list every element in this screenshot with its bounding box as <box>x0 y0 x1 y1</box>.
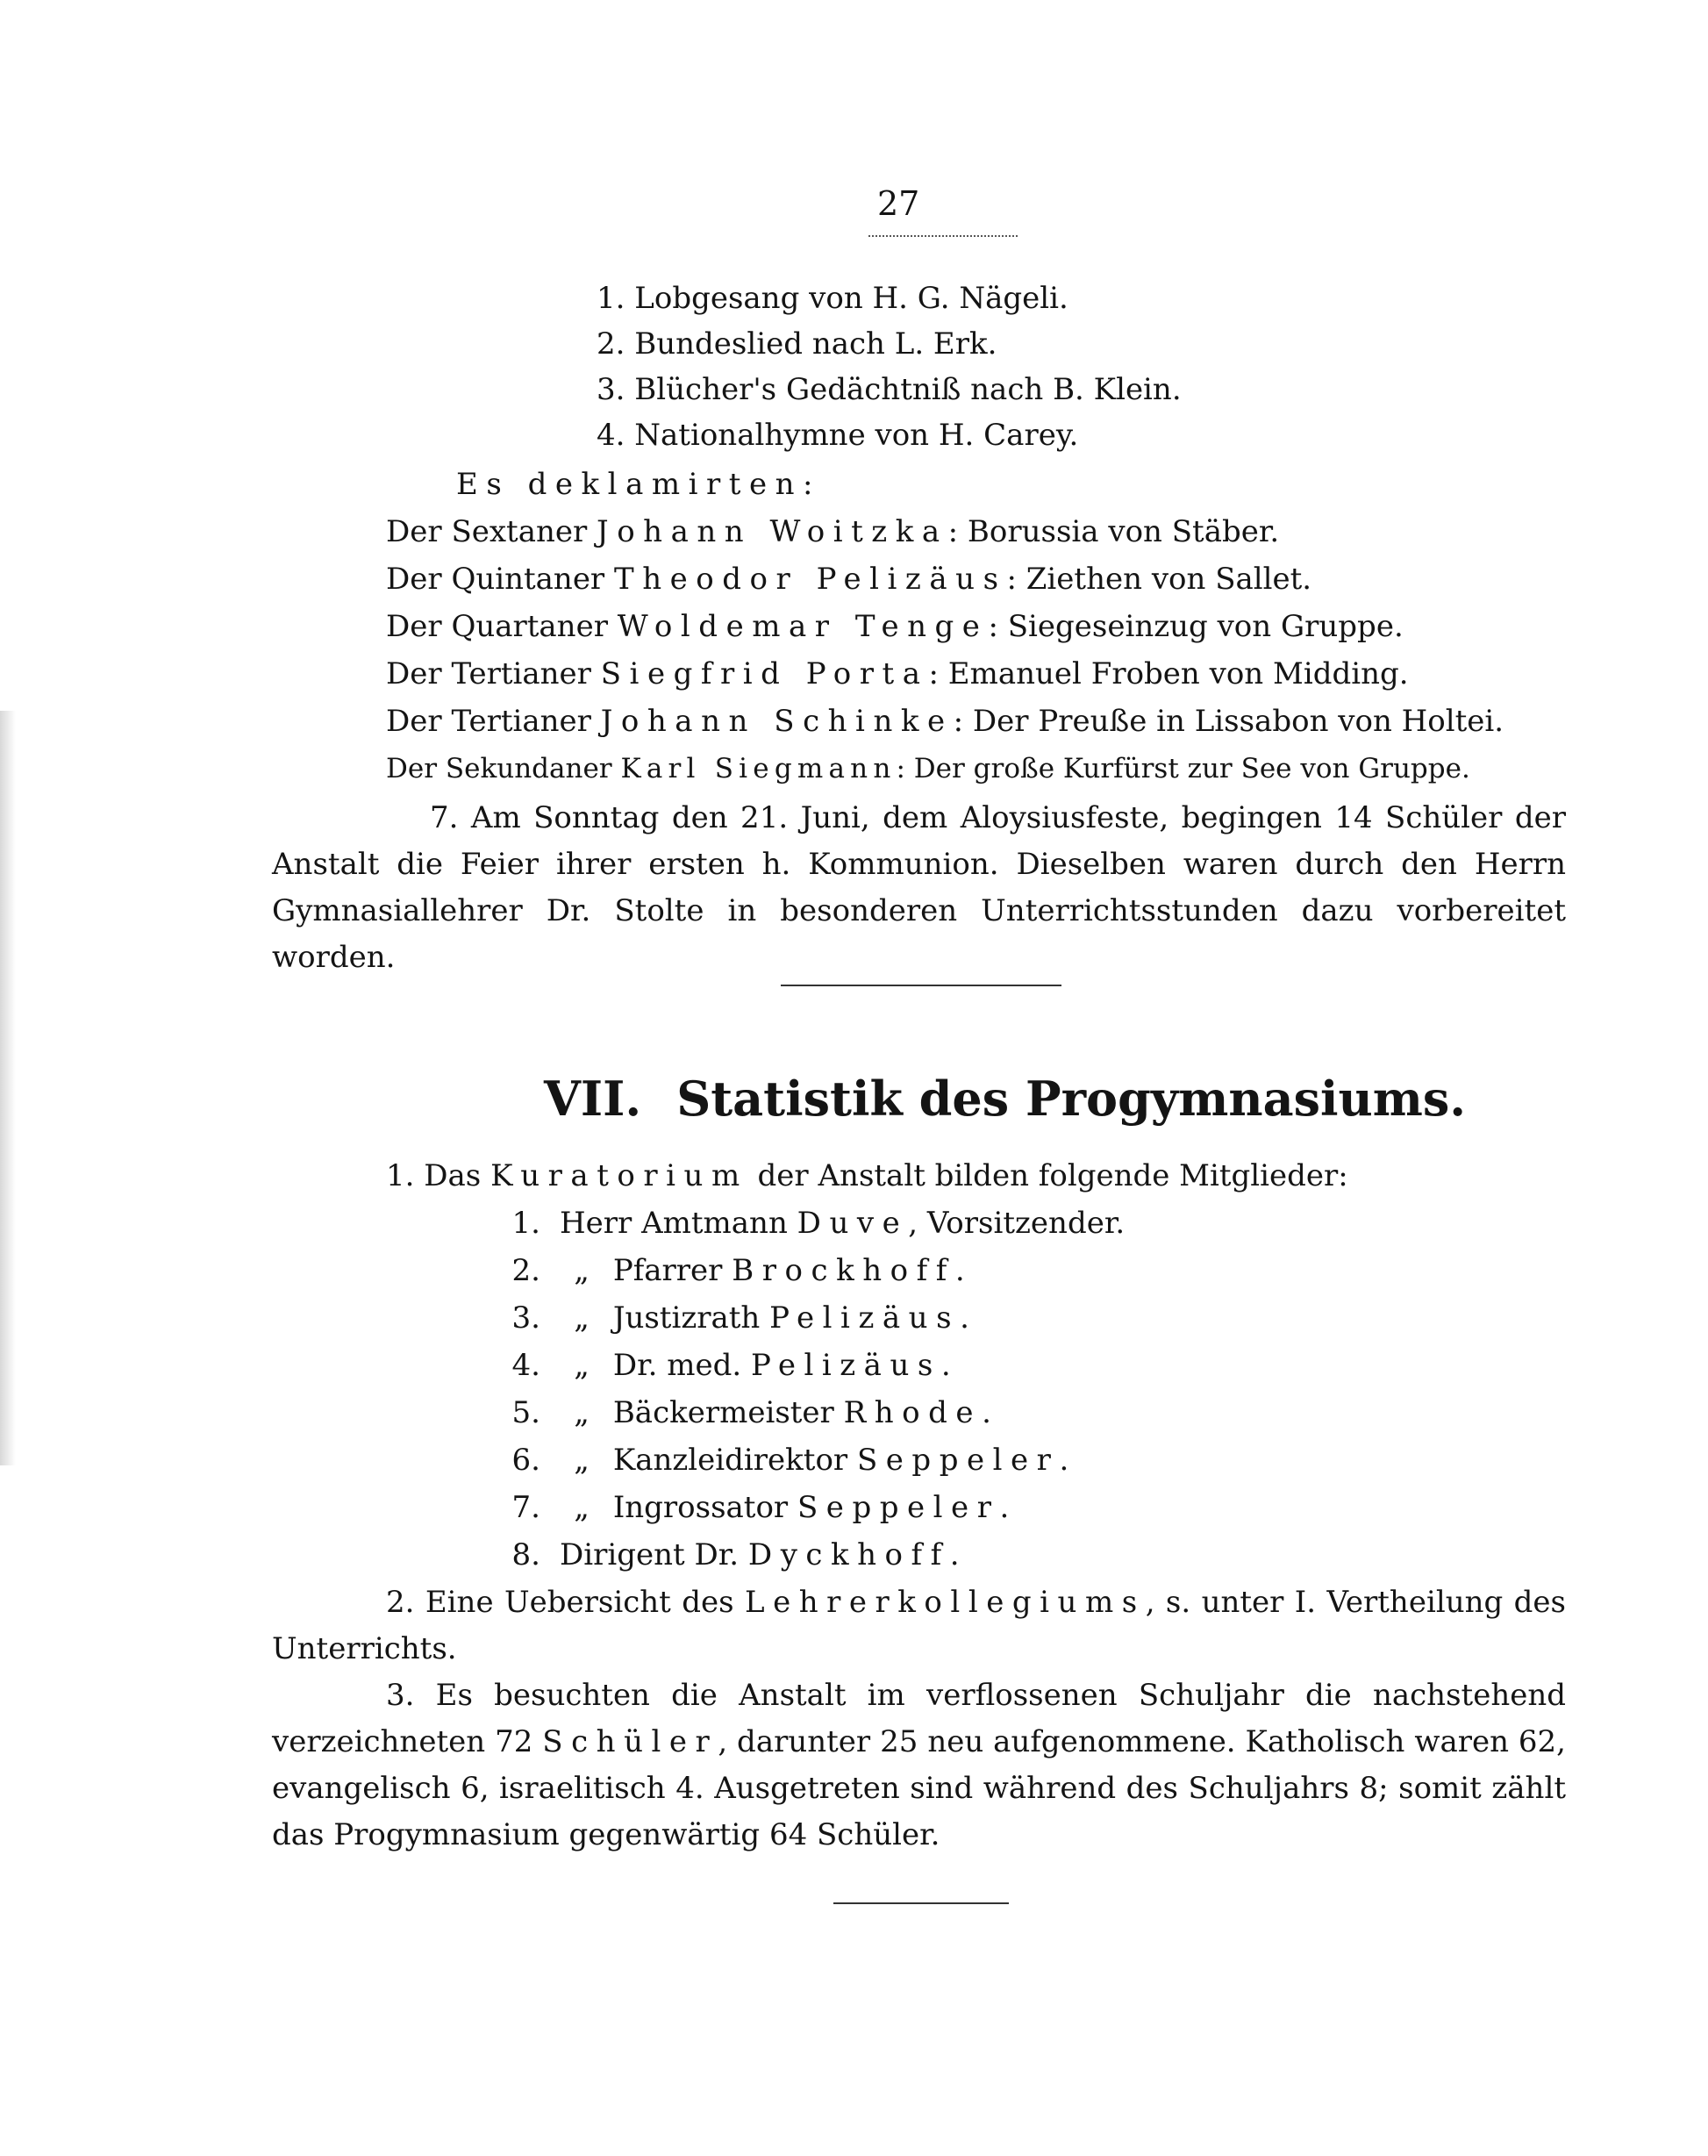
ditto-mark: „ <box>574 1348 590 1383</box>
member-number: 8. <box>511 1537 540 1572</box>
member-number: 3. <box>511 1300 540 1336</box>
member-name: Dyckhoff <box>747 1537 950 1572</box>
song-item <box>597 325 997 363</box>
member-name: Duve <box>797 1206 909 1241</box>
ditto-mark: „ <box>574 1443 590 1478</box>
member-name: Pelizäus <box>769 1300 961 1336</box>
spaced-term: Lehrerkollegiums <box>744 1585 1146 1620</box>
declamation-line <box>386 512 1279 551</box>
song-text: Bundeslied nach L. Erk. <box>634 326 997 362</box>
member-row <box>491 1346 951 1385</box>
section-heading <box>544 1071 1466 1127</box>
song-number: 4. <box>597 418 625 453</box>
section-divider <box>781 985 1061 986</box>
member-title: Bäckermeister <box>612 1395 834 1430</box>
section-number: VII. <box>544 1071 642 1127</box>
declaimed-piece: : Emanuel Froben von Midding. <box>928 656 1409 691</box>
member-number: 6. <box>511 1443 540 1478</box>
member-suffix: . <box>949 1537 960 1572</box>
member-row <box>491 1393 991 1432</box>
page-number: 27 <box>877 184 920 223</box>
paragraph-teachers <box>272 1579 1566 1673</box>
song-text: Nationalhymne von H. Carey. <box>634 418 1079 453</box>
member-row <box>491 1488 1009 1527</box>
member-suffix: , Vorsitzender. <box>908 1206 1126 1241</box>
member-suffix: . <box>954 1253 965 1288</box>
section-title: Statistik des Progymnasiums. <box>676 1071 1467 1127</box>
member-row <box>491 1299 969 1337</box>
member-number: 5. <box>511 1395 540 1430</box>
song-number: 2. <box>597 326 625 362</box>
declamation-line <box>386 749 1470 788</box>
ditto-mark: „ <box>574 1395 590 1430</box>
end-rule <box>833 1902 1009 1904</box>
declaimer-class: Der Tertianer <box>386 704 591 739</box>
declaimed-piece: : Der Preuße in Lissabon von Holtei. <box>953 704 1504 739</box>
declaimed-piece: : Ziethen von Sallet. <box>1006 562 1312 597</box>
ditto-mark: „ <box>574 1253 590 1288</box>
member-row <box>491 1204 1125 1243</box>
song-item <box>597 370 1182 409</box>
member-number: 4. <box>511 1348 540 1383</box>
declaimer-class: Der Tertianer <box>386 656 591 691</box>
ditto-mark: „ <box>574 1300 590 1336</box>
declaimer-class: Der Sekundaner <box>386 753 612 784</box>
member-number: 2. <box>511 1253 540 1288</box>
member-title: Dr. med. <box>612 1348 742 1383</box>
member-name: Rhode <box>843 1395 983 1430</box>
kuratorium-intro <box>386 1157 1348 1195</box>
member-suffix: . <box>940 1348 951 1383</box>
member-number: 1. <box>511 1206 540 1241</box>
intro-text: der Anstalt bilden folgende Mitglieder: <box>747 1158 1348 1193</box>
paragraph-text: , darunter 25 neu aufgenommene. Katholisch waren 62, evangelisch 6, israelitisch 4. Ausgetreten sind während des Schuljahrs 8; somit zählt das Progymnasium gegenwärtig 64 Schüler. <box>272 1724 1566 1852</box>
song-item <box>597 279 1068 318</box>
member-title: Justizrath <box>612 1300 761 1336</box>
member-suffix: . <box>1059 1443 1069 1478</box>
member-title: Dirigent Dr. <box>560 1537 740 1572</box>
member-row <box>491 1441 1068 1479</box>
song-text: Lobgesang von H. G. Nägeli. <box>634 281 1068 316</box>
intro-text: Das <box>424 1158 491 1193</box>
member-row <box>491 1536 960 1574</box>
paragraph-text: 2. Eine Uebersicht des <box>386 1585 745 1620</box>
declaimer-name: Johann Woitzka <box>597 514 948 549</box>
declaimer-class: Der Sextaner <box>386 514 588 549</box>
member-name: Seppeler <box>797 1490 1000 1525</box>
declamation-line <box>386 607 1404 646</box>
song-text: Blücher's Gedächtniß nach B. Klein. <box>634 372 1182 407</box>
declaimed-piece: : Siegeseinzug von Gruppe. <box>988 609 1404 644</box>
member-suffix: . <box>982 1395 991 1430</box>
member-title: Kanzleidirektor <box>612 1443 848 1478</box>
declaimer-class: Der Quintaner <box>386 562 605 597</box>
page-number-rule <box>868 235 1018 237</box>
member-suffix: . <box>999 1490 1010 1525</box>
declaimed-heading: Es deklamirten: <box>456 467 822 502</box>
spaced-term: Kuratorium <box>490 1158 748 1193</box>
member-title: Herr Amtmann <box>560 1206 788 1241</box>
declamation-line <box>386 560 1311 598</box>
paragraph-text: 3. Es besuchten die Anstalt im verflossenen Schuljahr die nachstehend verzeichneten 72 <box>272 1678 1566 1759</box>
declaimer-name: Johann Schinke <box>600 704 954 739</box>
declamation-line <box>386 655 1409 693</box>
member-suffix: . <box>960 1300 969 1336</box>
member-name: Pelizäus <box>750 1348 941 1383</box>
song-number: 3. <box>597 372 625 407</box>
item-number: 1. <box>386 1158 415 1193</box>
ditto-mark: „ <box>574 1490 590 1525</box>
declaimed-piece: : Der große Kurfürst zur See von Gruppe. <box>896 753 1470 784</box>
paragraph-students <box>272 1673 1566 1859</box>
member-row <box>491 1251 965 1290</box>
declaimer-name: Woldemar Tenge <box>617 609 989 644</box>
song-item <box>597 416 1078 455</box>
song-number: 1. <box>597 281 625 316</box>
declaimer-name: Karl Siegmann <box>620 753 897 784</box>
member-name: Seppeler <box>856 1443 1060 1478</box>
paragraph-text: , s. unter I. Vertheilung des Unterrichts. <box>272 1585 1566 1666</box>
declaimer-name: Siegfrid Porta <box>600 656 929 691</box>
page-fold-shadow <box>0 711 16 1465</box>
spaced-term: Schüler <box>542 1724 718 1759</box>
paragraph-communion: 7. Am Sonntag den 21. Juni, dem Aloysiusfeste, begingen 14 Schüler der Anstalt die Feier ihrer ersten h. Kommunion. Dieselben waren durch den Herrn Gymnasiallehrer Dr. Stolte in besonderen Unterrichtsstunden dazu vorbereitet worden. <box>272 800 1566 975</box>
declamation-line <box>386 702 1504 741</box>
declaimer-name: Theodor Pelizäus <box>614 562 1007 597</box>
declaimed-piece: : Borussia von Stäber. <box>947 514 1280 549</box>
member-number: 7. <box>511 1490 540 1525</box>
member-title: Pfarrer <box>612 1253 723 1288</box>
member-title: Ingrossator <box>612 1490 789 1525</box>
member-name: Brockhoff <box>732 1253 955 1288</box>
declaimer-class: Der Quartaner <box>386 609 608 644</box>
